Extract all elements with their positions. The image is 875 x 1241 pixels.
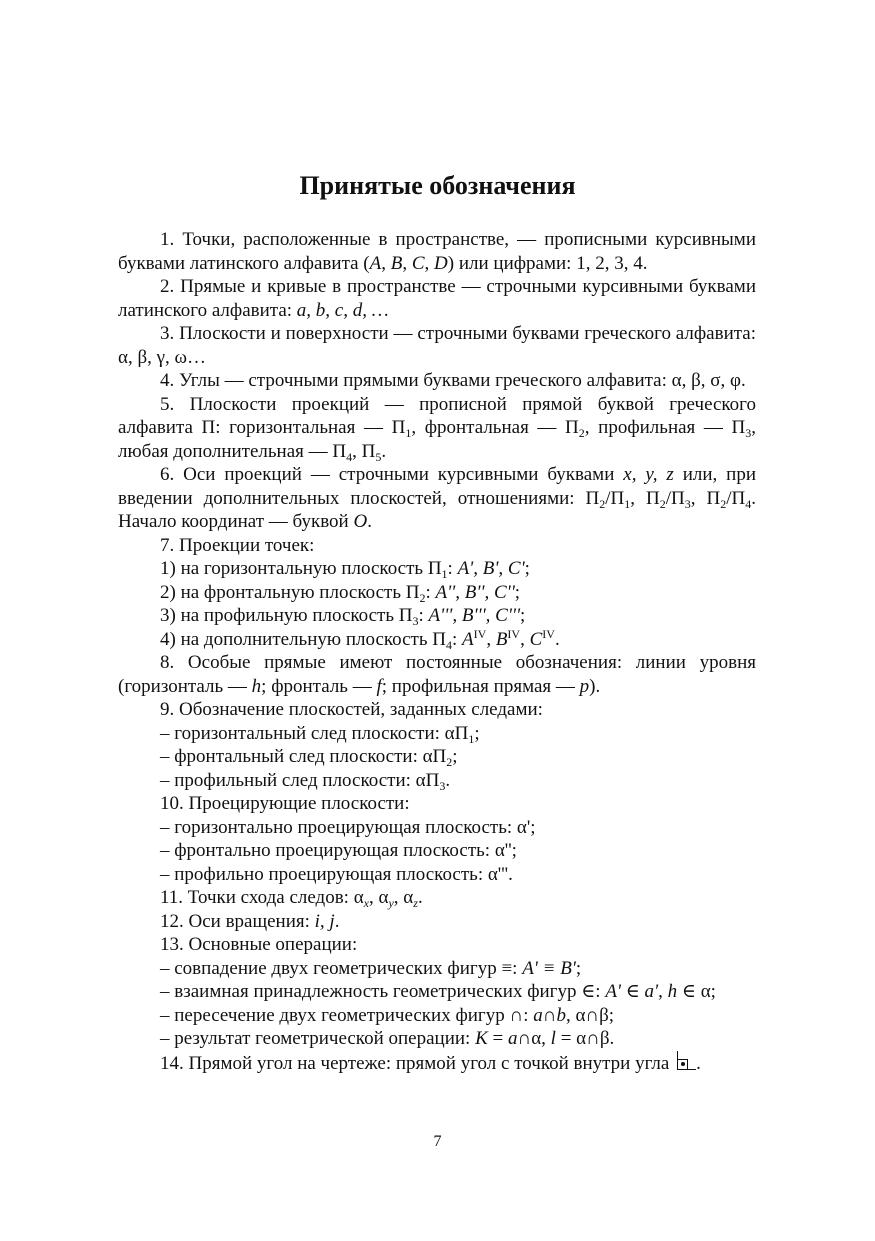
item-13: 13. Основные операции: bbox=[160, 934, 358, 955]
item-10-1: – горизонтально проецирующая плоскость: α'; bbox=[160, 816, 536, 838]
item-9-3: – профильный след плоскости: $\alpha П_3$. bbox=[160, 769, 451, 793]
item-7-2: 2) на фронтальную плоскость $П_2$: A'', B'', C''; bbox=[160, 581, 521, 605]
item-12: 12. Оси вращения: i, j. bbox=[160, 910, 340, 932]
item-9: 9. Обозначение плоскостей, заданных следами: bbox=[160, 699, 543, 720]
item-13-3: – пересечение двух геометрических фигур ∩: a∩b, α∩β; bbox=[160, 1004, 615, 1026]
item-11: 11. Точки схода следов: $\alpha_x$, $\alpha_y$, $\alpha_z$. bbox=[160, 887, 423, 910]
notation-list bbox=[118, 228, 756, 1075]
item-4: 4. Углы — строчными прямыми буквами греческого алфавита: α, β, σ, φ. bbox=[160, 370, 746, 391]
page-title: Принятые обозначения bbox=[299, 171, 576, 200]
item-13-4: – результат геометрической операции: K = a∩α, l = α∩β. bbox=[160, 1028, 615, 1049]
item-3: 3. Плоскости и поверхности — строчными буквами греческого алфавита: α, β, γ, ω… bbox=[118, 323, 756, 368]
item-10-3: – профильно проецирующая плоскость: α'''. bbox=[160, 863, 513, 885]
item-10-2: – фронтально проецирующая плоскость: α''; bbox=[160, 840, 517, 861]
item-1: 1. Точки, расположенные в пространстве, — прописными курсивными буквами латинского алфавита (A, B, C, D) или цифрами: 1, 2, 3, 4. bbox=[118, 229, 756, 274]
item-13-2: – взаимная принадлежность геометрических фигур ∈: A' ∈ a', h ∈ α; bbox=[160, 981, 716, 1002]
right-angle-with-dot-icon bbox=[677, 1051, 696, 1070]
item-7-1: 1) на горизонтальную плоскость $П_1$: A', B', C'; bbox=[160, 558, 530, 581]
item-9-1: – горизонтальный след плоскости: $\alpha П_1$; bbox=[160, 722, 480, 746]
item-10: 10. Проецирующие плоскости: bbox=[160, 793, 410, 814]
item-7: 7. Проекции точек: bbox=[160, 534, 315, 556]
item-7-4: 4) на дополнительную плоскость $П_4$: $A^{IV}$, $B^{IV}$, $C^{IV}$. bbox=[160, 626, 560, 652]
item-14: 14. Прямой угол на чертеже: прямой угол с точкой внутри угла . bbox=[160, 1052, 701, 1074]
item-7-3: 3) на профильную плоскость $П_3$: A''', B''', C'''; bbox=[160, 605, 526, 628]
item-13-1: – совпадение двух геометрических фигур ≡: A' ≡ B'; bbox=[160, 957, 582, 979]
item-5: 5. Плоскости проекций — прописной прямой буквой греческого алфавита П: горизонтальная — $П_1$, фронтальная — $П_2$, профильная — $П_3$, любая дополнительная — $П_4$, $П_5$. bbox=[118, 393, 757, 464]
item-6: 6. Оси проекций — строчными курсивными буквами x, y, z или, при введении дополнительных плоскостей, отношениями: $П_2/П_1$, $П_2/П_3$, $П_2/П_4$. Начало координат — буквой O. bbox=[118, 464, 756, 532]
item-9-2: – фронтальный след плоскости: $\alpha П_2$; bbox=[160, 746, 458, 769]
item-8: 8. Особые прямые имеют постоянные обозначения: линии уровня (горизонталь — h; фронталь — f; профильная прямая — p). bbox=[118, 652, 756, 697]
page-number: 7 bbox=[433, 1133, 442, 1150]
item-2: 2. Прямые и кривые в пространстве — строчными курсивными буквами латинского алфавита: a, b, c, d, … bbox=[118, 276, 756, 321]
